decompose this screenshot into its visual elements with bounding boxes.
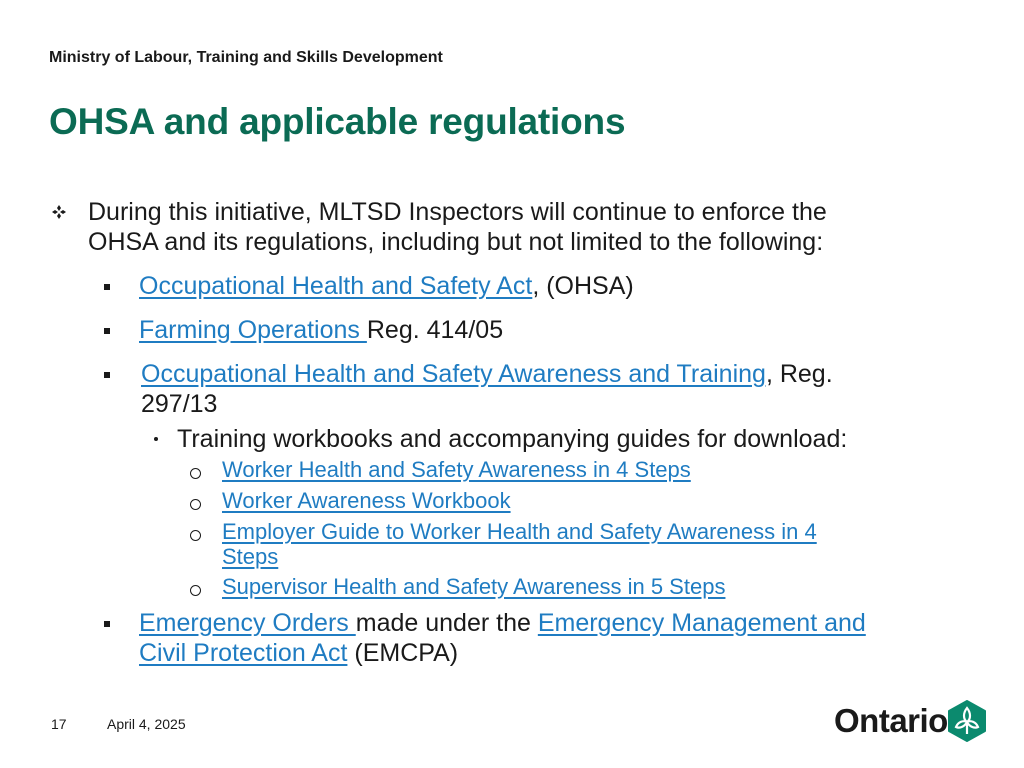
farming-link[interactable]: Farming Operations: [139, 316, 367, 344]
circle-bullet: [190, 468, 201, 479]
emcpa-suffix: (EMCPA): [347, 639, 459, 667]
intro-line-1: During this initiative, MLTSD Inspectors will continue to enforce the: [88, 198, 827, 226]
ohsa-item: [139, 271, 634, 301]
farming-item: [139, 315, 503, 345]
awareness-suffix: , Reg.: [765, 360, 833, 388]
emcpa-link-2[interactable]: Civil Protection Act: [139, 639, 348, 667]
sub-item-supervisor: [222, 574, 725, 600]
intro-line-2: OHSA and its regulations, including but not limited to the following:: [88, 228, 824, 256]
slide-date: April 4, 2025: [107, 716, 186, 732]
employer-guide-link-2[interactable]: Steps: [222, 544, 279, 569]
workbooks-text: Training workbooks and accompanying guides for download:: [177, 425, 848, 453]
emcpa-link[interactable]: Emergency Management and: [537, 609, 866, 637]
circle-bullet: [190, 530, 201, 541]
sub-item-worker-4-steps: [222, 457, 691, 483]
square-bullet: [104, 372, 110, 378]
worker-4-steps-link[interactable]: Worker Health and Safety Awareness in 4 Steps: [222, 457, 691, 482]
sub-item-employer-guide-2: [222, 544, 278, 570]
employer-guide-link[interactable]: Employer Guide to Worker Health and Safety Awareness in 4: [222, 519, 817, 544]
page-number: 17: [51, 716, 67, 732]
circle-bullet: [190, 585, 201, 596]
ohsa-link[interactable]: Occupational Health and Safety Act: [139, 272, 533, 300]
square-bullet: [104, 284, 110, 290]
sub-item-worker-workbook: [222, 488, 511, 514]
slide-title: OHSA and applicable regulations: [49, 101, 626, 142]
emergency-item: [139, 608, 866, 638]
awareness-link[interactable]: Occupational Health and Safety Awareness and Training: [141, 360, 766, 388]
trillium-logo-icon: [947, 700, 987, 742]
emergency-middle: made under the: [355, 609, 538, 637]
supervisor-5-steps-link[interactable]: Supervisor Health and Safety Awareness in 5 Steps: [222, 574, 726, 599]
ontario-logo-text: Ontario: [834, 702, 948, 739]
awareness-line-2: 297/13: [141, 390, 218, 418]
farming-suffix: Reg. 414/05: [366, 316, 504, 344]
emergency-orders-link[interactable]: Emergency Orders: [139, 609, 356, 637]
worker-workbook-link[interactable]: Worker Awareness Workbook: [222, 488, 511, 513]
square-bullet: [104, 621, 110, 627]
diamond-bullet-icon: [51, 204, 67, 220]
dot-bullet: [154, 437, 158, 441]
ministry-name: Ministry of Labour, Training and Skills Development: [49, 49, 443, 66]
ohsa-suffix: , (OHSA): [532, 272, 634, 300]
emergency-item-line-2: [139, 638, 458, 668]
square-bullet: [104, 328, 110, 334]
circle-bullet: [190, 499, 201, 510]
awareness-item: [141, 359, 833, 389]
sub-item-employer-guide: [222, 519, 817, 545]
